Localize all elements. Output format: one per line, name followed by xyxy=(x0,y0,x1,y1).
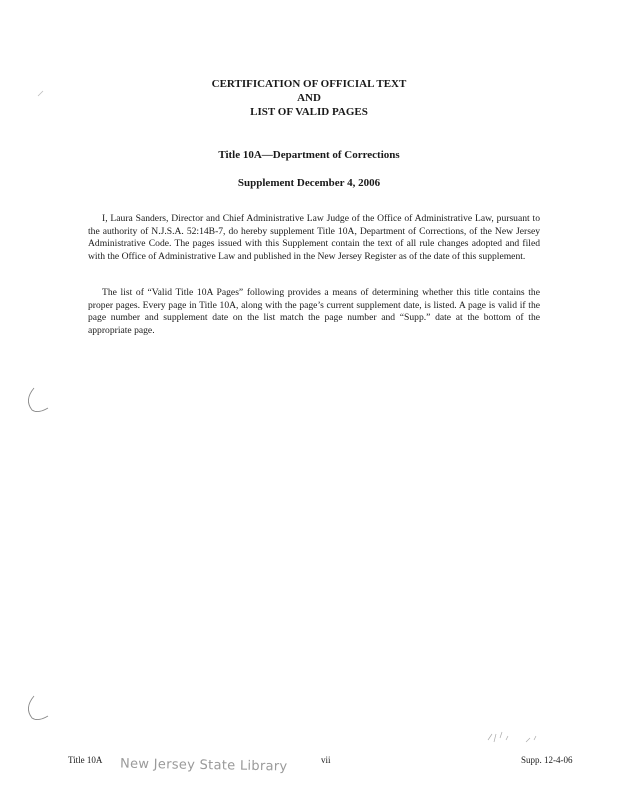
footer-title: Title 10A xyxy=(68,755,103,765)
supplement-date-heading: Supplement December 4, 2006 xyxy=(237,177,381,189)
footer-page-number: vii xyxy=(321,755,331,765)
punch-hole-mark xyxy=(22,386,52,416)
scan-speck-mark xyxy=(486,728,546,748)
punch-hole-mark xyxy=(22,694,52,724)
title-heading: Title 10A—Department of Corrections xyxy=(218,149,400,161)
certification-heading xyxy=(0,77,618,119)
valid-pages-paragraph: The list of “Valid Title 10A Pages” following provides a means of determining whether this title contains the proper pages. Every page in Title 10A, along with the page’s current supplement date, is listed. A page is valid if the page number and supplement date on the list match the page number and “Supp.” date at the bottom of the appropriate page. xyxy=(88,287,540,336)
heading-line-3: LIST OF VALID PAGES xyxy=(250,106,368,118)
footer-supplement-date: Supp. 12-4-06 xyxy=(521,755,573,765)
heading-line-2: AND xyxy=(297,92,321,104)
heading-line-1: CERTIFICATION OF OFFICIAL TEXT xyxy=(211,78,407,90)
certification-paragraph: I, Laura Sanders, Director and Chief Administrative Law Judge of the Office of Administrative Law, pursuant to the authority of N.J.S.A. 52:14B-7, do hereby supplement Title 10A, Department of Corrections, of the New Jersey Administrative Code. The pages issued with this Supplement contain the text of all rule changes adopted and filed with the Office of Administrative Law and published in the New Jersey Register as of the date of this supplement. xyxy=(88,213,540,262)
scan-speck-mark xyxy=(36,88,46,98)
library-stamp: New Jersey State Library xyxy=(119,756,288,775)
